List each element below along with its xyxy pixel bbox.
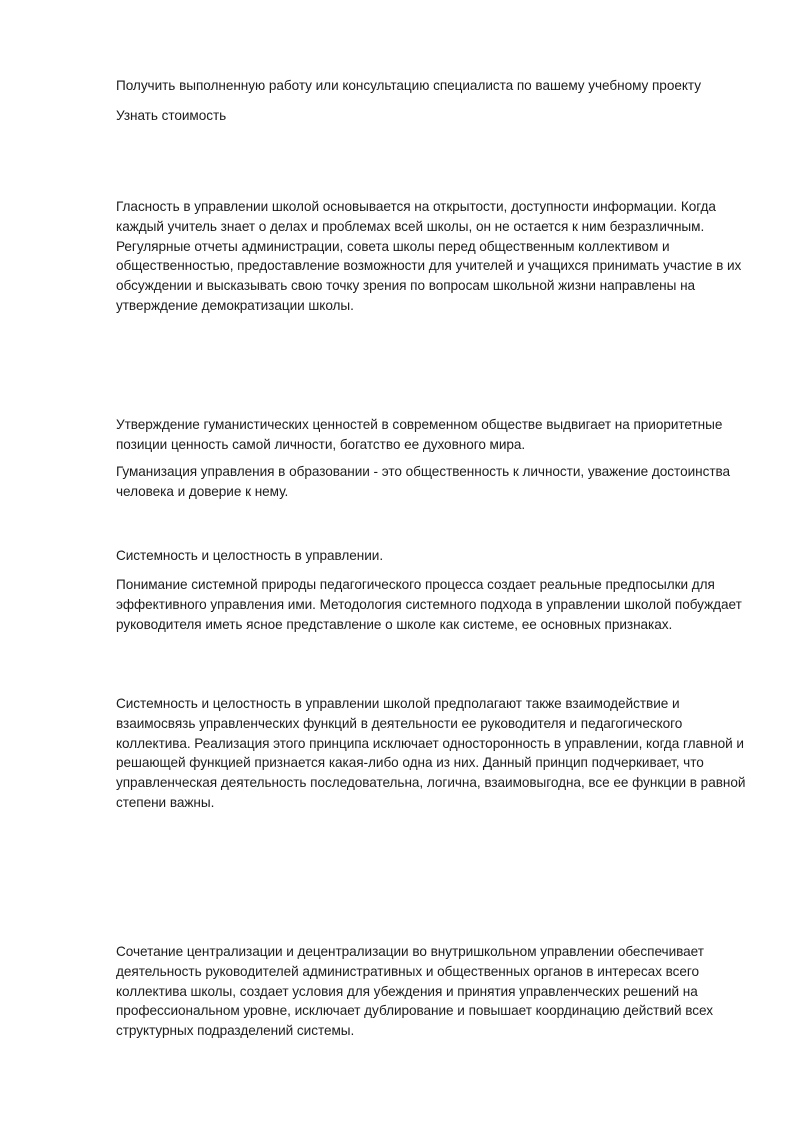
paragraph-centralization: Сочетание централизации и децентрализации во внутришкольном управлении обеспечивает деятельность руководителей административных и общественных органов в интересах всего коллектива школы, создает условия для убеждения и принятия управленческих решений на профессиональном уровне, исключает дублирование и повышает координацию действий всех структурных подразделений системы. <box>116 944 713 1039</box>
paragraph-systemic-approach: Понимание системной природы педагогического процесса создает реальные предпосылки для эффективного управления ими. Методология системного подхода в управлении школой побуждает руководителя иметь ясное представление о школе как системе, ее основных признаках. <box>116 577 742 632</box>
price-link[interactable]: Узнать стоимость <box>116 108 227 123</box>
paragraph-humanization: Гуманизация управления в образовании - это общественность к личности, уважение достоинства человека и доверие к нему. <box>116 464 731 499</box>
paragraph-publicity: Гласность в управлении школой основывается на открытости, доступности информации. Когда каждый учитель знает о делах и проблемах всей школы, он не остается к ним безразличным. Регулярные отчеты администрации, совета школы перед общественным коллективом и общественностью, предоставление возможности для учителей и учащихся принимать участие в их обсуждении и высказывать свою точку зрения по вопросам школьной жизни направлены на утверждение демократизации школы. <box>116 199 742 313</box>
section-heading-systemic: Системность и целостность в управлении. <box>116 548 384 563</box>
paragraph-humanistic-values: Утверждение гуманистических ценностей в современном обществе выдвигает на приоритетные позиции ценность самой личности, богатство ее духовного мира. <box>116 417 723 452</box>
promo-text: Получить выполненную работу или консультацию специалиста по вашему учебному проекту <box>116 78 701 93</box>
paragraph-systemic-integrity: Системность и целостность в управлении школой предполагают также взаимодействие и взаимосвязь управленческих функций в деятельности ее руководителя и педагогического коллектива. Реализация этого принципа исключает односторонность в управлении, когда главной и решающей функцией признается какая-либо одна из них. Данный принцип подчеркивает, что управленческая деятельность последовательна, логична, взаимовыгодна, все ее функции в равной степени важны. <box>116 696 746 810</box>
